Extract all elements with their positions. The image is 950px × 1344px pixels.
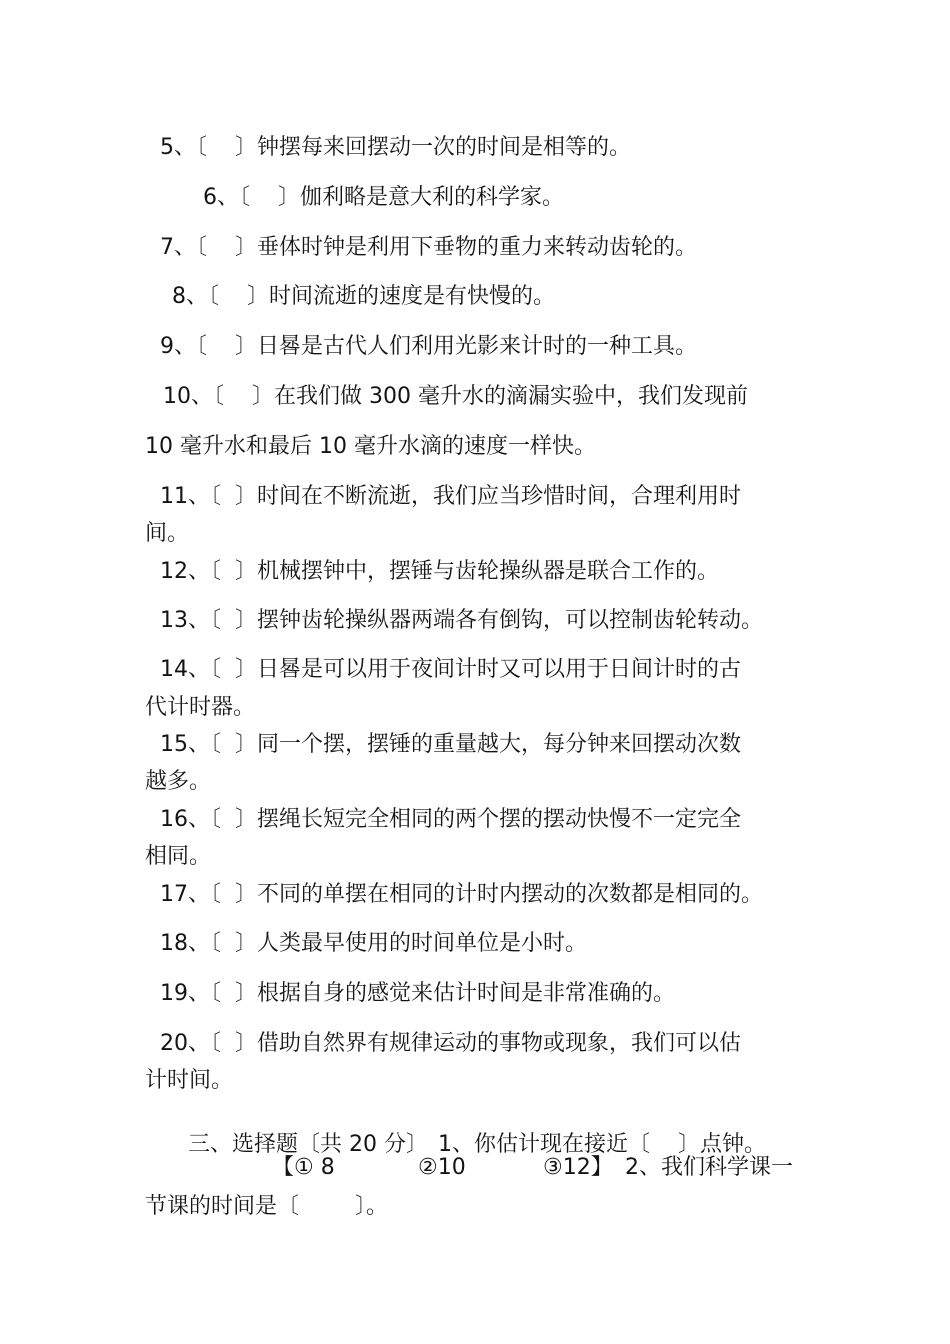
judgement-item-16-line-2: 相同。 <box>145 844 212 869</box>
choice-q1-option-1: 【① 8 <box>272 1155 335 1180</box>
choice-section-title: 三、选择题〔共 20 分〕 <box>187 1132 428 1157</box>
judgement-item-16-line-1: 16、〔 〕摆绳长短完全相同的两个摆的摆动快慢不一定完全 <box>160 807 741 832</box>
judgement-item-11-line-2: 间。 <box>145 521 190 546</box>
judgement-item-15-line-1: 15、〔 〕同一个摆，摆锤的重量越大，每分钟来回摆动次数 <box>160 732 741 757</box>
judgement-item-10-line-2: 10 毫升水和最后 10 毫升水滴的速度一样快。 <box>145 434 596 459</box>
judgement-item-10-line-1: 10、〔 〕在我们做 300 毫升水的滴漏实验中，我们发现前 <box>163 384 748 409</box>
judgement-item-17: 17、〔 〕不同的单摆在相同的计时内摆动的次数都是相同的。 <box>160 882 763 907</box>
judgement-item-8: 8、〔 〕时间流逝的速度是有快慢的。 <box>172 284 555 309</box>
judgement-item-19: 19、〔 〕根据自身的感觉来估计时间是非常准确的。 <box>160 981 675 1006</box>
judgement-item-12: 12、〔 〕机械摆钟中，摆锤与齿轮操纵器是联合工作的。 <box>160 559 719 584</box>
judgement-item-20-line-2: 计时间。 <box>145 1068 234 1093</box>
judgement-item-7: 7、〔 〕垂体时钟是利用下垂物的重力来转动齿轮的。 <box>160 235 697 260</box>
judgement-item-13: 13、〔 〕摆钟齿轮操纵器两端各有倒钩，可以控制齿轮转动。 <box>160 608 763 633</box>
choice-q1-option-2: ②10 <box>418 1155 466 1180</box>
choice-question-1: 1、你估计现在接近〔 〕点钟。 <box>437 1132 766 1157</box>
judgement-item-14-line-2: 代计时器。 <box>145 695 256 720</box>
judgement-item-11-line-1: 11、〔 〕时间在不断流逝，我们应当珍惜时间，合理利用时 <box>160 484 741 509</box>
judgement-item-9: 9、〔 〕日晷是古代人们利用光影来计时的一种工具。 <box>160 334 697 359</box>
judgement-item-18: 18、〔 〕人类最早使用的时间单位是小时。 <box>160 931 587 956</box>
judgement-item-20-line-1: 20、〔 〕借助自然界有规律运动的事物或现象，我们可以估 <box>160 1031 741 1056</box>
judgement-item-5: 5、〔 〕钟摆每来回摆动一次的时间是相等的。 <box>160 135 631 160</box>
judgement-item-15-line-2: 越多。 <box>145 769 212 794</box>
judgement-item-6: 6、〔 〕伽利略是意大利的科学家。 <box>203 185 564 210</box>
choice-q1-option-3: ③12】 <box>543 1155 613 1180</box>
judgement-item-14-line-1: 14、〔 〕日晷是可以用于夜间计时又可以用于日间计时的古 <box>160 657 741 682</box>
choice-question-2-line-1: 2、我们科学课一 <box>625 1155 793 1180</box>
choice-question-2-line-2: 节课的时间是〔 〕。 <box>145 1194 388 1219</box>
